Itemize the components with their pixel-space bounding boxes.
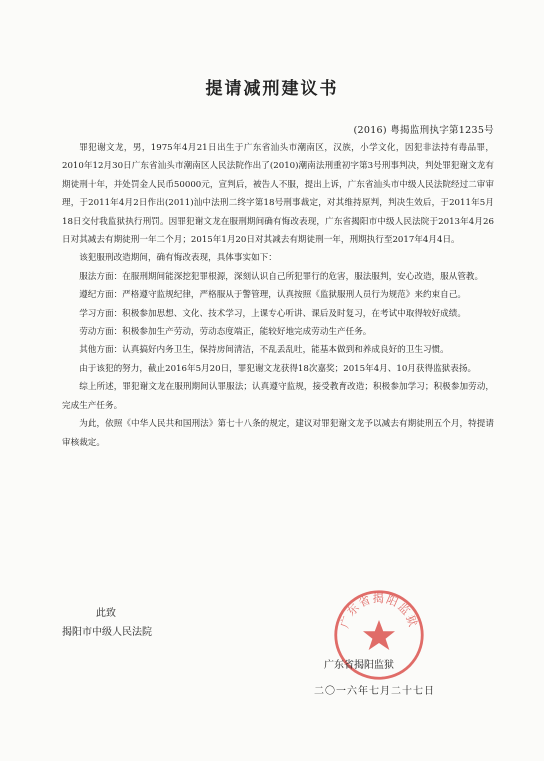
- paragraph-awards: 由于该犯的努力，截止2016年5月20日，罪犯谢文龙获得18次嘉奖；2015年4月、10月获得监狱表扬。: [79, 363, 477, 374]
- paragraph-conclusion: 综上所述，罪犯谢文龙在服刑期间认罪服法；认真遵守监规，接受教育改造；积极参加学习；积极参加劳动，完成生产任务。: [62, 382, 494, 411]
- paragraph-intro: 罪犯谢文龙，男，1975年4月21日出生于广东省汕头市潮南区，汉族，小学文化，因犯非法持有毒品罪，2010年12月30日广东省汕头市潮南区人民法院作出了(2010)潮南法刑重初字第3号刑事判决，判处罪犯谢文龙有期徒刑十年，并处罚金人民币50000元，宣判后，被告人不服，提出上诉，广东省汕头市中级人民法院经过二审审理，于2011年4月2日作出(2011)汕中法刑二终字第18号刑事裁定，对其维持原判，判决生效后，于2011年5月18日交付我监狱执行刑罚。因罪犯谢文龙在服刑期间确有悔改表现，广东省揭阳市中级人民法院于2013年4月26日对其减去有期徒刑一年二个月；2015年1月20日对其减去有期徒刑一年，刑期执行至2017年4月4日。: [62, 143, 494, 246]
- paragraph-other: 其他方面：认真搞好内务卫生，保持房间清洁，不乱丢乱吐，能基本做到和养成良好的卫生习惯。: [79, 345, 449, 356]
- paragraph-summary: 该犯服刑改造期间，确有悔改表现，具体事实如下：: [79, 253, 277, 264]
- document-number: (2016) 粤揭监刑执字第1235号: [353, 125, 494, 136]
- svg-text:广东省揭阳监狱: 广东省揭阳监狱: [338, 592, 420, 630]
- closing-block: [62, 604, 152, 642]
- document-body: [62, 139, 494, 452]
- paragraph-recommendation: 为此，依照《中华人民共和国刑法》第七十八条的规定，建议对罪犯谢文龙予以减去有期徒刑五个月，特提请审核裁定。: [62, 419, 494, 448]
- paragraph-labor: 劳动方面：积极参加生产劳动，劳动态度端正，能较好地完成劳动生产任务。: [79, 327, 372, 338]
- paragraph-study: 学习方面：积极参加思想、文化、技术学习，上课专心听讲、课后及时复习，在考试中取得较好成绩。: [79, 308, 466, 319]
- document-title: 提请减刑建议书: [205, 79, 339, 99]
- closing-salutation: 此致: [96, 608, 116, 619]
- issuer-name: 广东省揭阳监狱: [324, 660, 394, 671]
- paragraph-discipline: 遵纪方面：严格遵守监规纪律，严格服从于警管理，认真按照《监狱服刑人员行为规范》来约束自己。: [79, 290, 466, 301]
- closing-recipient: 揭阳市中级人民法院: [62, 627, 152, 638]
- paragraph-law-abiding: 服法方面：在服刑期间能深挖犯罪根源，深刻认识自己所犯罪行的危害，服法服判，安心改造，服从管教。: [79, 271, 484, 282]
- issue-date: 二〇一六年七月二十七日: [314, 686, 435, 697]
